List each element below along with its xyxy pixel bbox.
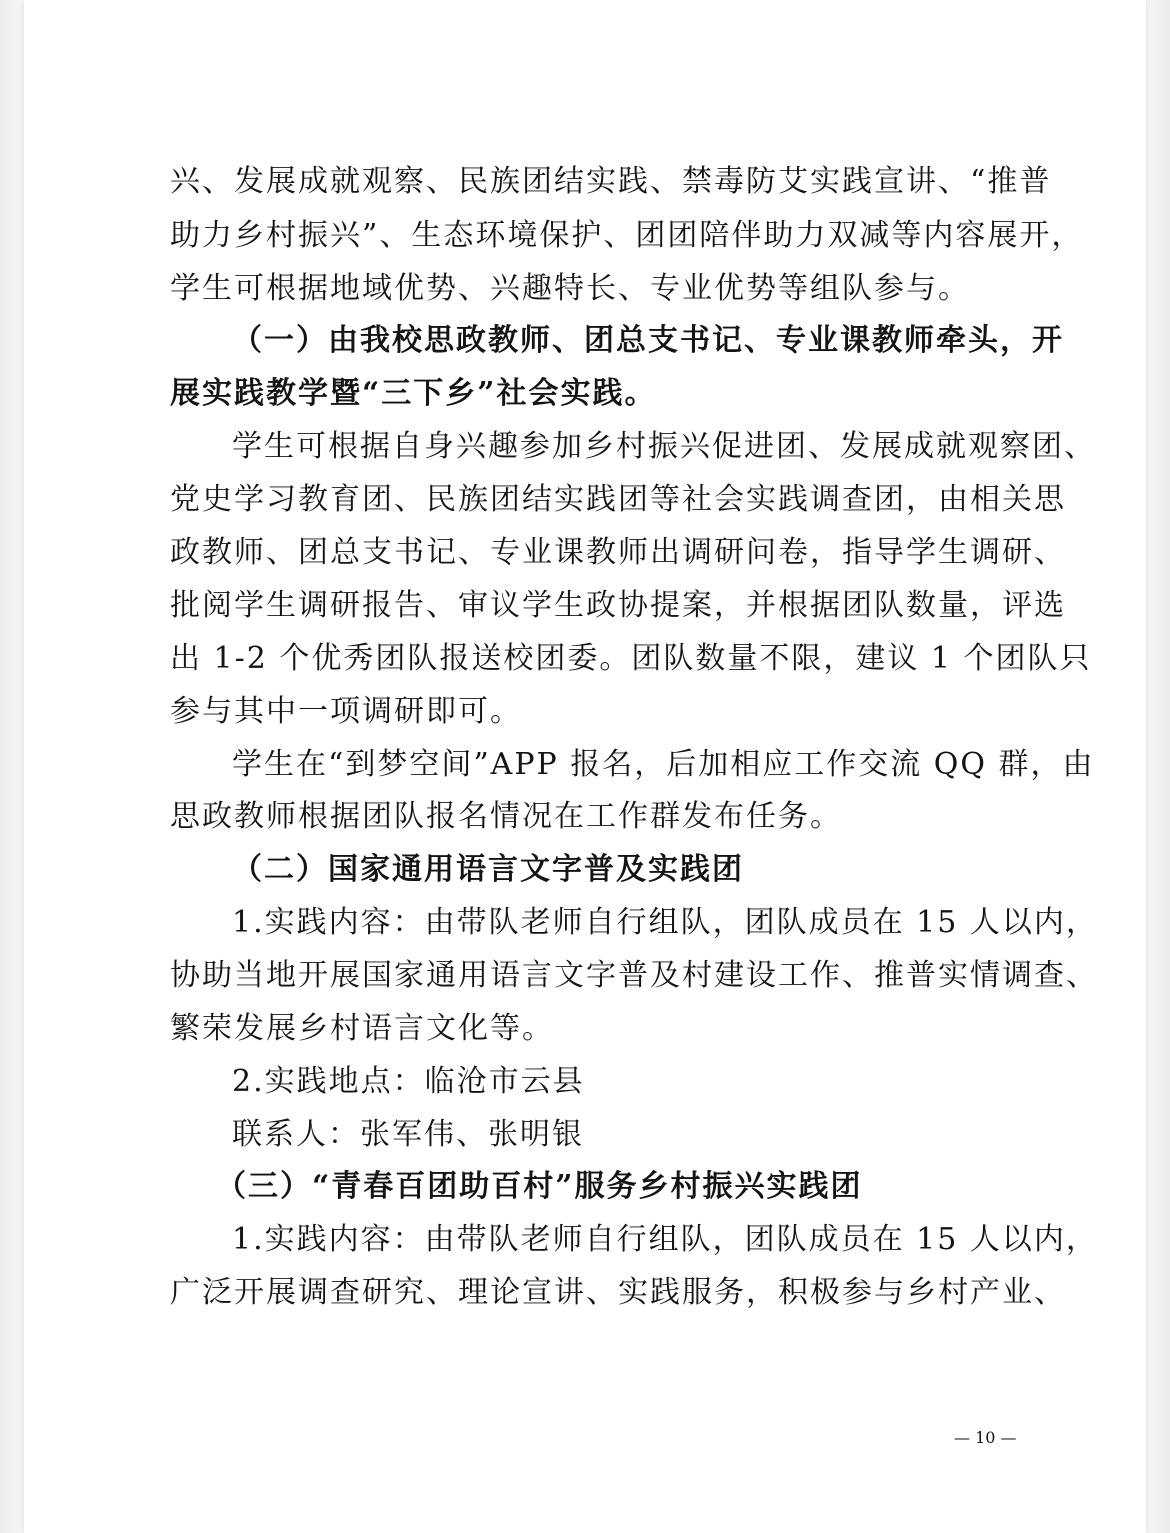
body-line-12: 学生在“到梦空间”APP 报名，后加相应工作交流 QQ 群，由 <box>232 747 1095 782</box>
body-line-16: 协助当地开展国家通用语言文字普及村建设工作、推普实情调查、 <box>170 958 1098 993</box>
body-line-2: 助力乡村振兴”、生态环境保护、团团陪伴助力双减等内容展开， <box>170 218 1084 253</box>
body-line-18: 2.实践地点：临沧市云县 <box>232 1064 585 1099</box>
body-line-7: 党史学习教育团、民族团结实践团等社会实践调查团，由相关思 <box>170 482 1066 517</box>
body-line-10: 出 1-2 个优秀团队报送校团委。团队数量不限，建议 1 个团队只 <box>170 641 1092 676</box>
section-heading-2: （二）国家通用语言文字普及实践团 <box>232 852 744 887</box>
body-line-9: 批阅学生调研报告、审议学生政协提案，并根据团队数量，评选 <box>170 588 1066 623</box>
section-heading-1-cont: 展实践教学暨“三下乡”社会实践。 <box>170 376 657 411</box>
body-line-21: 1.实践内容：由带队老师自行组队，团队成员在 15 人以内， <box>232 1222 1098 1257</box>
body-line-6: 学生可根据自身兴趣参加乡村振兴促进团、发展成就观察团、 <box>232 429 1096 464</box>
left-margin <box>0 0 24 1533</box>
body-line-22: 广泛开展调查研究、理论宣讲、实践服务，积极参与乡村产业、 <box>170 1275 1066 1310</box>
document-page <box>24 0 1146 1533</box>
body-line-15: 1.实践内容：由带队老师自行组队，团队成员在 15 人以内， <box>232 905 1098 940</box>
body-line-1: 兴、发展成就观察、民族团结实践、禁毒防艾实践宣讲、“推普 <box>170 164 1052 199</box>
section-heading-1: （一）由我校思政教师、团总支书记、专业课教师牵头，开 <box>232 323 1064 358</box>
body-line-13: 思政教师根据团队报名情况在工作群发布任务。 <box>170 799 842 834</box>
section-heading-3: （三）“青春百团助百村”服务乡村振兴实践团 <box>216 1169 863 1204</box>
body-line-17: 繁荣发展乡村语言文化等。 <box>170 1011 554 1046</box>
right-margin <box>1146 0 1170 1533</box>
page-number: — 10 — <box>954 1428 1017 1447</box>
body-line-8: 政教师、团总支书记、专业课教师出调研问卷，指导学生调研、 <box>170 535 1066 570</box>
body-line-3: 学生可根据地域优势、兴趣特长、专业优势等组队参与。 <box>170 271 970 306</box>
body-line-19: 联系人：张军伟、张明银 <box>232 1117 584 1152</box>
body-line-11: 参与其中一项调研即可。 <box>170 694 522 729</box>
